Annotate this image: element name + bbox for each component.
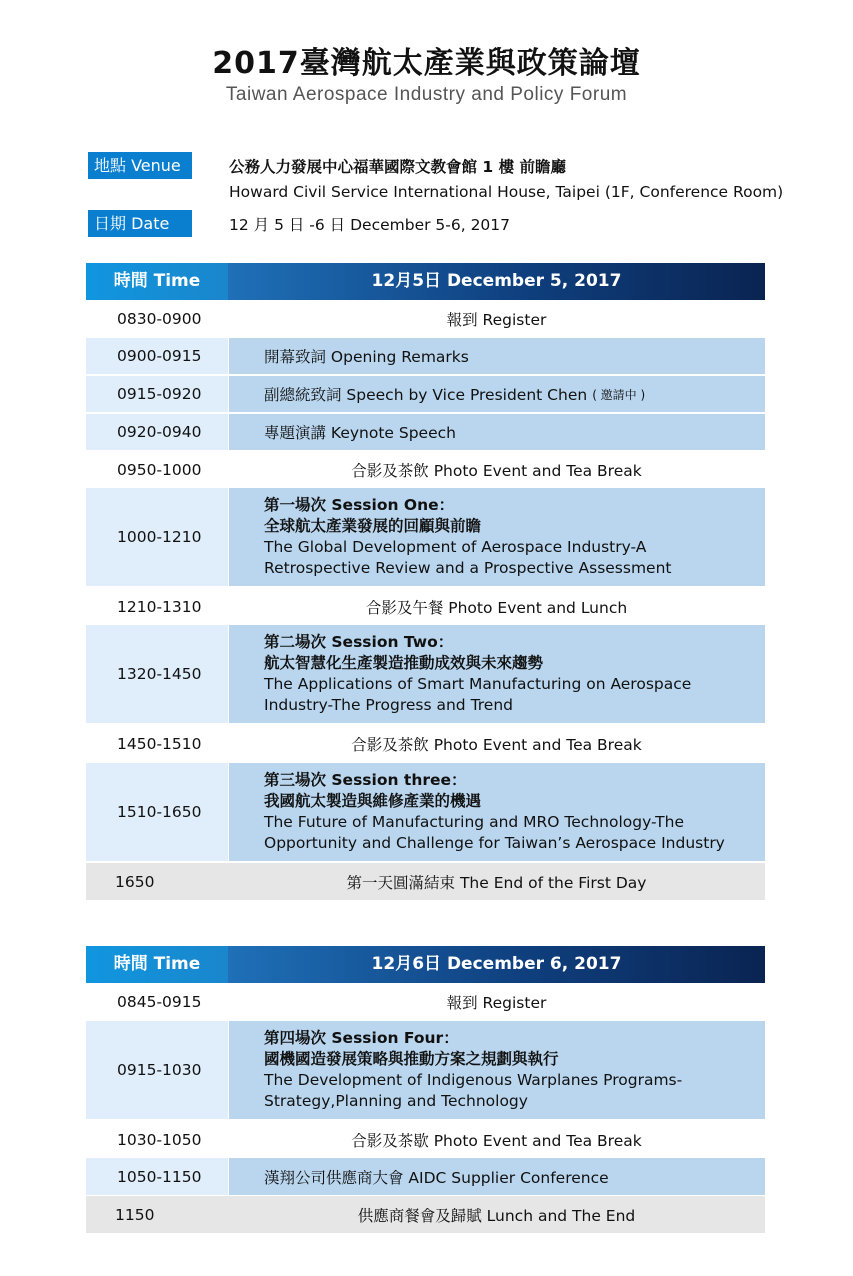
session-title-zh: 全球航太產業發展的回顧與前瞻 bbox=[264, 517, 482, 535]
session-title-zh: 我國航太製造與維修產業的機遇 bbox=[264, 792, 482, 810]
session-label: 第三場次 Session three： bbox=[264, 771, 467, 789]
table-row bbox=[86, 1196, 765, 1233]
table-row bbox=[86, 414, 765, 450]
session-label: 第一場次 Session One： bbox=[264, 496, 455, 514]
table-row bbox=[86, 983, 765, 1020]
row-event: 報到 Register bbox=[446, 310, 547, 329]
table-row bbox=[86, 338, 765, 374]
session-details bbox=[229, 1021, 765, 1119]
page-subtitle: Taiwan Aerospace Industry and Policy Forum bbox=[225, 84, 628, 105]
row-event: 合影及茶歇 Photo Event and Tea Break bbox=[351, 1131, 642, 1150]
table-row bbox=[86, 300, 765, 337]
session-title-en-line2: Opportunity and Challenge for Taiwan’s Aerospace Industry bbox=[264, 834, 725, 852]
day2-table-header bbox=[86, 946, 765, 983]
session-title-en-line1: The Future of Manufacturing and MRO Technology-The bbox=[264, 813, 684, 831]
row-time: 0920-0940 bbox=[86, 414, 228, 450]
date-label: 日期 Date bbox=[88, 210, 192, 237]
row-event: 開幕致詞 Opening Remarks bbox=[229, 338, 765, 374]
session-title-en-line2: Industry-The Progress and Trend bbox=[264, 696, 513, 714]
session-row bbox=[86, 763, 765, 861]
row-time: 0915-1030 bbox=[86, 1021, 228, 1119]
row-event: 合影及茶飲 Photo Event and Tea Break bbox=[351, 461, 642, 480]
session-details bbox=[229, 625, 765, 723]
row-time: 1510-1650 bbox=[86, 763, 228, 861]
row-time: 0845-0915 bbox=[117, 992, 202, 1011]
row-event: 合影及午餐 Photo Event and Lunch bbox=[365, 598, 628, 617]
session-row bbox=[86, 488, 765, 586]
table-row bbox=[86, 1121, 765, 1158]
row-event: 供應商餐會及歸賦 Lunch and The End bbox=[357, 1206, 636, 1225]
venue-chinese: 公務人力發展中心福華國際文教會館 1 樓 前瞻廳 bbox=[229, 158, 566, 176]
row-time: 0950-1000 bbox=[117, 460, 202, 479]
row-time: 1320-1450 bbox=[86, 625, 228, 723]
day1-schedule-table bbox=[86, 263, 765, 900]
session-title-zh: 國機國造發展策略與推動方案之規劃與執行 bbox=[264, 1050, 559, 1068]
table-row bbox=[86, 863, 765, 900]
table-row bbox=[86, 1158, 765, 1195]
day2-schedule-table bbox=[86, 946, 765, 1233]
table-row bbox=[86, 725, 765, 762]
session-title-en-line2: Strategy,Planning and Technology bbox=[264, 1092, 528, 1110]
session-title-en-line1: The Global Development of Aerospace Industry-A bbox=[264, 538, 647, 556]
invitation-note: ( 邀請中 ) bbox=[592, 387, 646, 402]
day1-table-header bbox=[86, 263, 765, 300]
row-time: 0830-0900 bbox=[117, 309, 202, 328]
day1-date-header: 12月5日 December 5, 2017 bbox=[228, 263, 765, 300]
row-event-text: 副總統致詞 Speech by Vice President Chen bbox=[264, 386, 588, 404]
row-time: 1000-1210 bbox=[86, 488, 228, 586]
time-column-header: 時間 Time bbox=[86, 946, 228, 983]
row-time: 1650 bbox=[115, 872, 155, 891]
time-column-header: 時間 Time bbox=[86, 263, 228, 300]
session-label: 第二場次 Session Two： bbox=[264, 633, 454, 651]
session-title-en-line1: The Applications of Smart Manufacturing on Aerospace bbox=[264, 675, 692, 693]
row-time: 1050-1150 bbox=[86, 1158, 228, 1195]
date-value: 12 月 5 日 -6 日 December 5-6, 2017 bbox=[229, 216, 511, 234]
session-title-en-line1: The Development of Indigenous Warplanes Programs- bbox=[264, 1071, 683, 1089]
row-time: 0915-0920 bbox=[86, 376, 228, 412]
session-label: 第四場次 Session Four： bbox=[264, 1029, 459, 1047]
table-row bbox=[86, 588, 765, 625]
row-event: 第一天圓滿結束 The End of the First Day bbox=[346, 873, 647, 892]
row-event: 漢翔公司供應商大會 AIDC Supplier Conference bbox=[229, 1158, 765, 1195]
row-event: 合影及茶飲 Photo Event and Tea Break bbox=[351, 735, 642, 754]
venue-english: Howard Civil Service International House, Taipei (1F, Conference Room) bbox=[229, 183, 784, 201]
session-details bbox=[229, 763, 765, 861]
page-title: 2017臺灣航太產業與政策論壇 bbox=[212, 46, 641, 81]
row-time: 1030-1050 bbox=[117, 1130, 202, 1149]
session-title-zh: 航太智慧化生產製造推動成效與未來趨勢 bbox=[264, 654, 544, 672]
row-time: 0900-0915 bbox=[86, 338, 228, 374]
row-event bbox=[229, 376, 765, 412]
table-row bbox=[86, 451, 765, 488]
venue-label: 地點 Venue bbox=[88, 152, 192, 179]
row-time: 1150 bbox=[115, 1205, 155, 1224]
session-row bbox=[86, 1021, 765, 1119]
session-title-en-line2: Retrospective Review and a Prospective Assessment bbox=[264, 559, 672, 577]
row-event: 專題演講 Keynote Speech bbox=[229, 414, 765, 450]
row-time: 1450-1510 bbox=[117, 734, 202, 753]
row-event: 報到 Register bbox=[446, 993, 547, 1012]
row-time: 1210-1310 bbox=[117, 597, 202, 616]
session-details bbox=[229, 488, 765, 586]
day2-date-header: 12月6日 December 6, 2017 bbox=[228, 946, 765, 983]
session-row bbox=[86, 625, 765, 723]
table-row bbox=[86, 376, 765, 412]
